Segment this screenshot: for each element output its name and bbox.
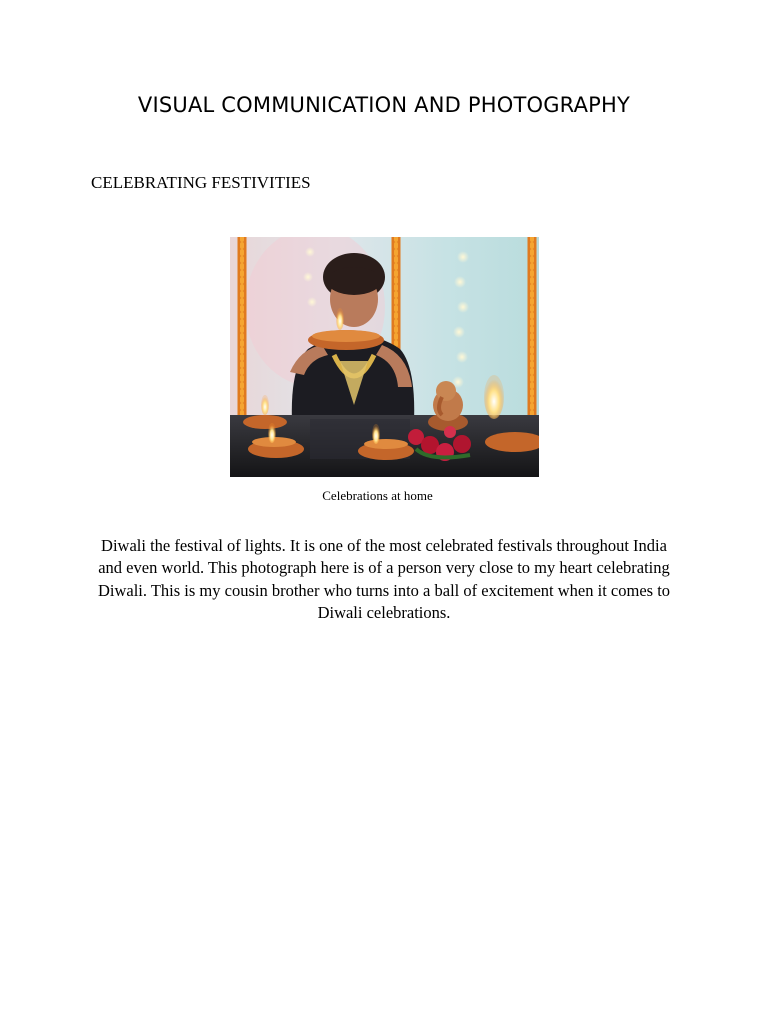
page-title: VISUAL COMMUNICATION AND PHOTOGRAPHY (137, 93, 631, 117)
body-paragraph: Diwali the festival of lights. It is one of the most celebrated festivals throughout India and even world. This photograph here is of a person very close to my heart celebrating Diwali. This is my cousin brother who turns into a ball of excitement when it comes to Diwali celebrations. (97, 536, 671, 622)
diwali-photo (230, 237, 539, 477)
section-heading: CELEBRATING FESTIVITIES (91, 173, 311, 192)
photo-caption: Celebrations at home (322, 488, 433, 503)
